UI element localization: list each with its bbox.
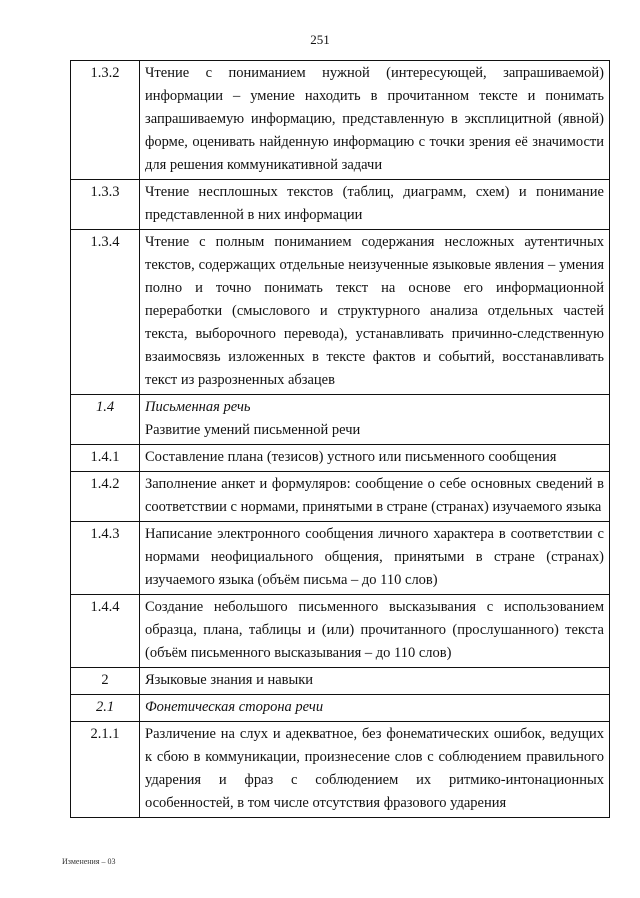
table-row <box>71 668 610 695</box>
row-number: 2.1.1 <box>71 722 140 818</box>
row-number: 2.1 <box>71 695 140 722</box>
row-text: Чтение с полным пониманием содержания несложных аутентичных текстов, содержащих отдельные неизученные языковые явления – умения полно и точно понимать текст на основе его информационной переработки (смыслового и структурного анализа отдельных частей текста, выборочного перевода), устанавливать причинно-следственную взаимосвязь изложенных в тексте фактов и событий, восстанавливать текст из разрозненных абзацев <box>140 230 610 395</box>
table-row <box>71 230 610 395</box>
table-row <box>71 180 610 230</box>
table-row <box>71 595 610 668</box>
row-number: 1.4.4 <box>71 595 140 668</box>
table-row <box>71 61 610 180</box>
row-number: 1.4.2 <box>71 472 140 522</box>
row-number: 1.4.1 <box>71 445 140 472</box>
section-heading: Письменная речь <box>145 399 251 415</box>
table-row <box>71 445 610 472</box>
table-row <box>71 522 610 595</box>
section-heading: Фонетическая сторона речи <box>140 695 610 722</box>
row-text <box>140 395 610 445</box>
row-text: Языковые знания и навыки <box>140 668 610 695</box>
row-text: Чтение несплошных текстов (таблиц, диаграмм, схем) и понимание представленной в них информации <box>140 180 610 230</box>
row-number: 1.4.3 <box>71 522 140 595</box>
table-row <box>71 722 610 818</box>
row-text: Чтение с пониманием нужной (интересующей, запрашиваемой) информации – умение находить в прочитанном тексте и понимать запрашиваемую информацию, представленную в эксплицитной (явной) форме, оценивать найденную информацию с точки зрения её значимости для решения коммуникативной задачи <box>140 61 610 180</box>
row-text: Написание электронного сообщения личного характера в соответствии с нормами неофициального общения, принятыми в стране (странах) изучаемого языка (объём письма – до 110 слов) <box>140 522 610 595</box>
section-description: Развитие умений письменной речи <box>145 422 361 438</box>
table-row <box>71 695 610 722</box>
page-number: 251 <box>310 32 330 47</box>
row-number: 1.3.2 <box>71 61 140 180</box>
row-number: 1.3.4 <box>71 230 140 395</box>
footer-revision: Изменения – 03 <box>62 857 116 866</box>
row-text: Создание небольшого письменного высказывания с использованием образца, плана, таблицы и (или) прочитанного (прослушанного) текста (объём письменного высказывания – до 110 слов) <box>140 595 610 668</box>
row-number: 1.4 <box>71 395 140 445</box>
row-number: 2 <box>71 668 140 695</box>
row-text: Заполнение анкет и формуляров: сообщение о себе основных сведений в соответствии с нормами, принятыми в стране (странах) изучаемого языка <box>140 472 610 522</box>
table-row <box>71 472 610 522</box>
row-number: 1.3.3 <box>71 180 140 230</box>
content-table <box>70 60 610 818</box>
table-row <box>71 395 610 445</box>
row-text: Различение на слух и адекватное, без фонематических ошибок, ведущих к сбою в коммуникации, произнесение слов с соблюдением правильного ударения и фраз с соблюдением их ритмико-интонационных особенностей, в том числе отсутствия фразового ударения <box>140 722 610 818</box>
row-text: Составление плана (тезисов) устного или письменного сообщения <box>140 445 610 472</box>
